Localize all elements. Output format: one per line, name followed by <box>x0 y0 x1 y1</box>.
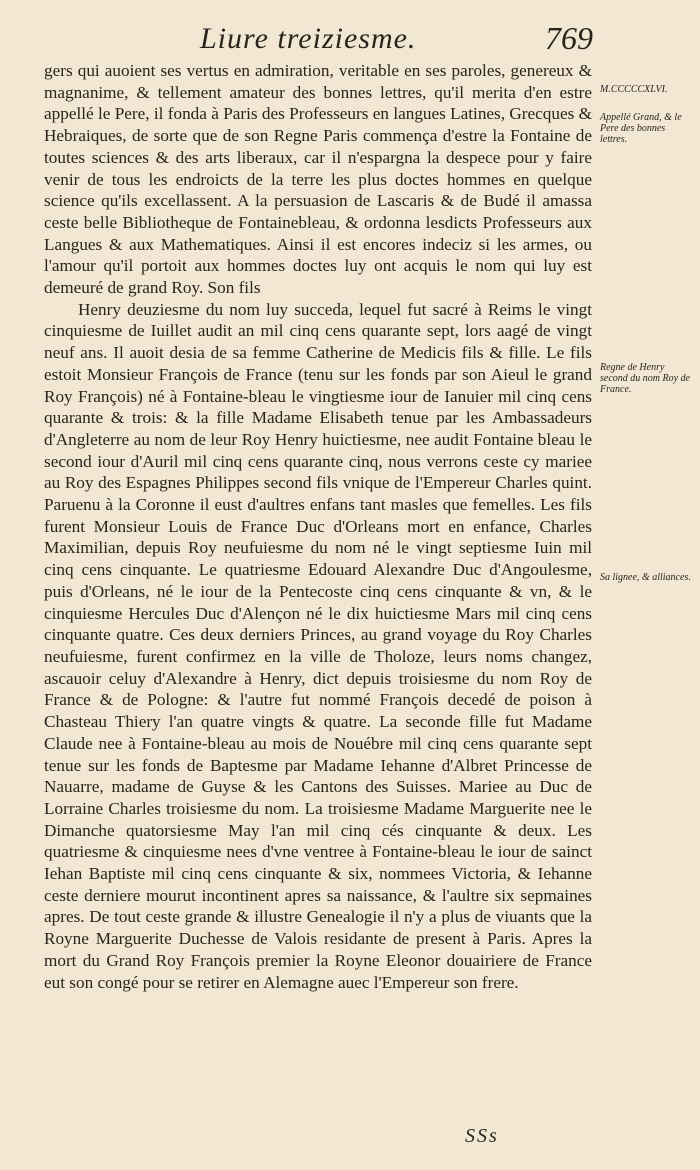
margin-note-year: M.CCCCCXLVI. <box>600 84 668 95</box>
running-header-title: Liure treiziesme. <box>200 22 417 55</box>
margin-note-lineage: Sa lignee, & alliances. <box>600 572 691 583</box>
paragraph-francois: gers qui auoient ses vertus en admiration, veritable en ses paroles, genereux & magnanime, & tellement amateur des bonnes lettres, qu'il merita d'en estre appellé le Pere, il fonda à Paris des Professeurs en langues Latines, Grecques & Hebraiques, de sorte que de son Regne Paris commença d'estre la Fontaine de toutes sciences & des arts liberaux, car il n'espargna la despece pour y faire venir de tous les endroicts de la terre les plus doctes hommes en quelque science qu'ils excellassent. A la persuasion de Lascaris & de Budé il amassa ceste belle Bibliotheque de Fontainebleau, & ordonna lesdicts Professeurs aux Langues & aux Mathematiques. Ainsi il est encores indeciz si les armes, ou l'amour qu'il portoit aux hommes doctes luy ont acquis le nom qui luy est demeuré de grand Roy. Son fils <box>44 61 592 298</box>
main-text-block <box>44 60 592 993</box>
margin-note-reign-henry: Regne de Henry second du nom Roy de France. <box>600 362 690 395</box>
margin-note-father-of-letters: Appellé Grand, & le Pere des bonnes lettres. <box>600 112 682 145</box>
page-number: 769 <box>545 20 593 56</box>
paragraph-henry: Henry deuziesme du nom luy succeda, lequel fut sacré à Reims le vingt cinquiesme de Iuillet audit an mil cinq cens quarante sept, lors aagé de vingt neuf ans. Il auoit desia de sa femme Catherine de Medicis fils & fille. Le fils estoit Monsieur François de France (tenu sur les fonds par son Aieul le grand Roy François) né à Fontaine-bleau le vingtiesme iour de Ianuier mil cinq cens quarante & trois: & la fille Madame Elisabeth tenue par les Ambassadeurs d'Angleterre au nom de leur Roy Henry huictiesme, nee audit Fontaine bleau le second iour d'Auril mil cinq cens quarante cinq, nous verrons ceste cy mariee au Roy des Espagnes Philippes second fils vnique de l'Empereur Charles quint. Paruenu à la Coronne il eust d'aultres enfans tant masles que femelles. Les fils furent Monsieur Louis de France Duc d'Orleans mort en enfance, Charles Maximilian, depuis Roy neufuiesme du nom né le vingt septiesme Iuin mil cinq cens cinquante. Le quatriesme Edouard Alexandre Duc d'Angoulesme, puis d'Orleans, né le iour de la Pentecoste cinq cens cinquante & vn, & le cinquiesme Hercules Duc d'Alençon né le dix huictiesme Mars mil cinq cens cinquante quatre. Ces deux derniers Princes, au grand voyage du Roy Charles neufuiesme, furent confirmez en la ville de Tholoze, leurs noms changez, ascauoir celuy d'Alexandre à Henry, dict depuis troisiesme du nom Roy de France & de Pologne: & l'autre fut nommé François decedé de poison à Chasteau Thiery l'an quatre vingts & quatre. La seconde fille fut Madame Claude nee à Fontaine-bleau au mois de Nouébre mil cinq cens quarante sept tenue sur les fonds de Baptesme par Madame Iehanne d'Albret Princesse de Nauarre, madame de Guyse & les Cantons des Suisses. Mariee au Duc de Lorraine Charles troisiesme du nom. La troisiesme Madame Marguerite nee le Dimanche quatorsiesme May l'an mil cinq cés cinquante & deux. Les quatriesme & cinquiesme nees d'vne ventree à Fontaine-bleau le iour de sainct Iehan Baptiste mil cinq cens cinquante & six, nommees Victoria, & Iehanne ceste derniere mourut incontinent apres sa naissance, & l'aultre six sepmaines apres. De tout ceste grande & illustre Genealogie il n'y a plus de viuants que la Royne Marguerite Duchesse de Valois residante de present à Paris. Apres la mort du Grand Roy François premier la Royne Eleonor douairiere de France eut son congé pour se retirer en Alemagne auec l'Empereur son frere. <box>44 299 592 992</box>
signature-mark: SSs <box>465 1125 499 1147</box>
